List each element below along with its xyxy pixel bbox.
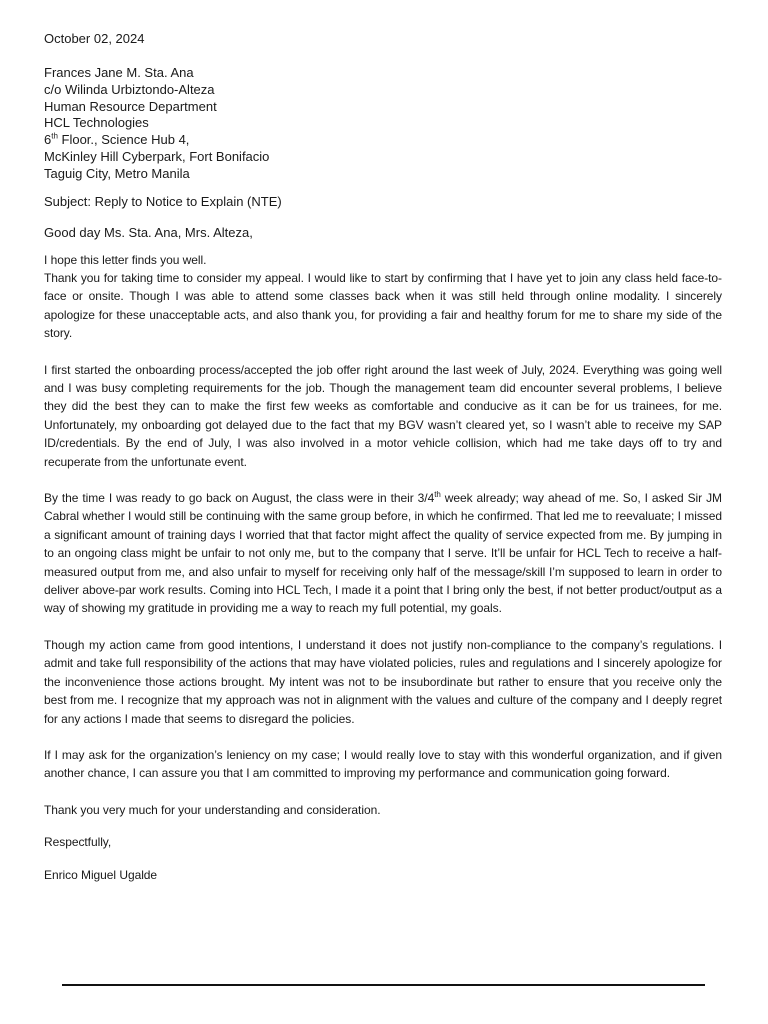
recipient-address-block: [44, 65, 722, 183]
paragraph-august-start: By the time I was ready to go back on August, the class were in their 3/4: [44, 491, 435, 506]
recipient-department: Human Resource Department: [44, 98, 217, 114]
recipient-street: McKinley Hill Cyberpark, Fort Bonifacio: [44, 148, 270, 164]
paragraph-august: [44, 489, 722, 618]
signature-name: Enrico Miguel Ugalde: [44, 867, 158, 882]
footer-divider: [62, 984, 705, 986]
recipient-city: Taguig City, Metro Manila: [44, 165, 190, 181]
recipient-name: Frances Jane M. Sta. Ana: [44, 65, 194, 80]
paragraph-responsibility: Though my action came from good intentions, I understand it does not justify non-compliance to the company’s regulations. I admit and take full responsibility of the actions that may have violated policies, rules and regulations and I sincerely apologize for the inconvenience those actions brought. My intent was not to be insubordinate but rather to ensure that you receive only the best from me. I recognize that my approach was not in alignment with the values and culture of the company and I deeply regret for any actions I made that seems to disregard the policies.: [44, 637, 722, 726]
paragraph-august-rest: week already; way ahead of me. So, I asked Sir JM Cabral whether I would still be continuing with the same group before, in which he confirmed. That led me to reevaluate; I missed a significant amount of training days I worried that that factor might affect the quality of service expected from me. By jumping in to an ongoing class might be unfair to not only me, but to the company that I serve. It’ll be unfair for HCL Tech to receive a half-measured output from me, and also unfair to myself for receiving only half of the message/skill I’m supposed to learn in order to deliver above-par work results. Coming into HCL Tech, I made it a point that I bring only the best, if not better product/output as a way of showing my gratitude in providing me a way to reach my full potential, my goals.: [44, 491, 722, 616]
thanks-line: Thank you very much for your understanding and consideration.: [44, 802, 381, 817]
recipient-floor: [44, 132, 722, 149]
letter-greeting: Good day Ms. Sta. Ana, Mrs. Alteza,: [44, 224, 253, 240]
recipient-company: HCL Technologies: [44, 115, 149, 131]
week-ordinal-suffix: th: [434, 490, 441, 500]
opening-line: I hope this letter finds you well.: [44, 252, 207, 267]
paragraph-leniency: If I may ask for the organization’s leniency on my case; I would really love to stay with this wonderful organization, and if given another chance, I can assure you that I am committed to improving my performance and communication going forward.: [44, 747, 722, 781]
letter: [44, 30, 722, 898]
floor-rest: Floor., Science Hub 4,: [57, 132, 190, 148]
letter-subject: Subject: Reply to Notice to Explain (NTE): [44, 193, 282, 209]
recipient-care-of: c/o Wilinda Urbiztondo-Alteza: [44, 81, 215, 97]
closing-line: Respectfully,: [44, 835, 112, 850]
letter-body: [44, 251, 722, 884]
paragraph-appeal: Thank you for taking time to consider my appeal. I would like to start by confirming that I have yet to join any class held face-to-face or onsite. Though I was able to attend some classes back when it was still held through online modality. I sincerely apologize for these unacceptable acts, and also thank you, for providing a fair and healthy forum for me to share my side of the story.: [44, 270, 722, 341]
floor-ordinal-suffix: th: [51, 131, 58, 141]
paragraph-onboarding: I first started the onboarding process/accepted the job offer right around the last week of July, 2024. Everything was going well and I was busy completing requirements for the job. Though the management team did encounter several problems, I believe they did the best they can to make the first few weeks as comfortable and conducive as it can be for us trainees, for me. Unfortunately, my onboarding got delayed due to the fact that my BGV wasn’t cleared yet, so I wasn’t able to receive my SAP ID/credentials. By the end of July, I was also involved in a motor vehicle collision, which had me take days off to try and recuperate from the unfortunate event.: [44, 362, 722, 469]
letter-date: October 02, 2024: [44, 31, 145, 46]
floor-number: 6: [44, 132, 52, 148]
